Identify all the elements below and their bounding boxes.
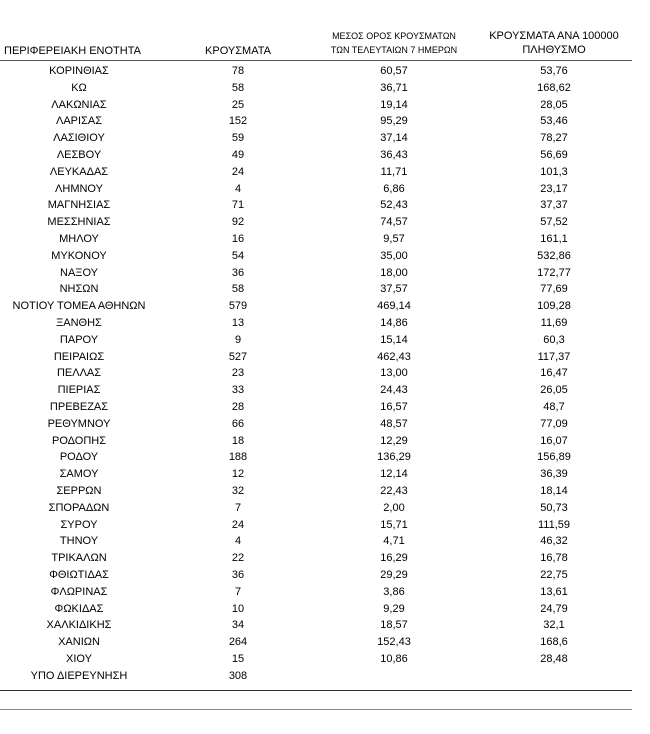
cell-cases: 49	[231, 148, 245, 161]
table-row	[0, 63, 650, 80]
cell-cases: 33	[231, 384, 245, 397]
cell-avg-7-days: 13,00	[380, 367, 408, 380]
table-row	[0, 181, 650, 198]
cell-cases: 32	[231, 484, 245, 497]
cell-cases: 23	[231, 367, 245, 380]
header-cases: ΚΡΟΥΣΜΑΤΑ	[205, 45, 271, 57]
cell-per-100000: 46,32	[540, 535, 568, 548]
cell-per-100000: 172,77	[537, 266, 571, 279]
cell-per-100000: 168,62	[537, 81, 571, 94]
cell-cases: 54	[231, 249, 245, 262]
cell-region: ΝΟΤΙΟΥ ΤΟΜΕΑ ΑΘΗΝΩΝ	[12, 300, 146, 313]
cell-cases: 92	[231, 216, 245, 229]
cell-region: ΜΥΚΟΝΟΥ	[51, 249, 107, 262]
cell-per-100000: 77,09	[540, 417, 568, 430]
cell-per-100000: 117,37	[537, 350, 571, 363]
header-avg-line2: ΤΩΝ ΤΕΛΕΥΤΑΙΩΝ 7 ΗΜΕΡΩΝ	[330, 45, 458, 55]
cell-avg-7-days: 15,14	[380, 333, 408, 346]
cell-cases: 7	[234, 501, 242, 514]
cell-cases: 13	[231, 316, 245, 329]
cell-avg-7-days: 14,86	[380, 316, 408, 329]
cell-region: ΠΕΛΛΑΣ	[56, 367, 102, 380]
cell-per-100000: 18,14	[540, 484, 568, 497]
cell-cases: 527	[228, 350, 248, 363]
cell-cases: 16	[231, 232, 245, 245]
cell-avg-7-days: 22,43	[380, 484, 408, 497]
header-divider	[0, 60, 632, 61]
cell-cases: 34	[231, 619, 245, 632]
table-row	[0, 298, 650, 315]
cell-cases: 18	[231, 434, 245, 447]
cell-avg-7-days: 19,14	[380, 98, 408, 111]
header-per-line1: ΚΡΟΥΣΜΑΤΑ ΑΝΑ 100000	[489, 30, 619, 42]
table-row	[0, 265, 650, 282]
page-bottom-divider	[0, 709, 632, 710]
cell-region: ΛΑΡΙΣΑΣ	[55, 115, 102, 128]
cell-cases: 12	[231, 468, 245, 481]
cell-cases: 308	[228, 669, 248, 682]
cell-cases: 7	[234, 585, 242, 598]
cell-region: ΚΩ	[71, 81, 87, 94]
table-row	[0, 214, 650, 231]
cell-region: ΚΟΡΙΝΘΙΑΣ	[49, 65, 109, 77]
cell-cases: 36	[231, 568, 245, 581]
table-row	[0, 567, 650, 584]
cell-avg-7-days: 36,43	[380, 148, 408, 161]
cell-cases: 264	[228, 636, 248, 649]
cell-per-100000: 36,39	[540, 468, 568, 481]
table-row	[0, 433, 650, 450]
cell-cases: 78	[231, 65, 245, 77]
cell-region: ΝΑΞΟΥ	[60, 266, 98, 279]
cell-avg-7-days: 152,43	[377, 636, 411, 649]
cell-per-100000: 16,78	[540, 552, 568, 565]
cell-cases: 579	[228, 300, 248, 313]
cell-avg-7-days: 18,57	[380, 619, 408, 632]
table-row	[0, 550, 650, 567]
table-row	[0, 416, 650, 433]
cell-avg-7-days: 11,71	[380, 165, 408, 178]
table-row	[0, 315, 650, 332]
cell-avg-7-days: 6,86	[383, 182, 405, 195]
cell-avg-7-days: 35,00	[380, 249, 408, 262]
cell-cases: 71	[231, 199, 245, 212]
cell-per-100000: 161,1	[540, 232, 568, 245]
cell-avg-7-days: 29,29	[380, 568, 408, 581]
cell-avg-7-days: 12,29	[380, 434, 408, 447]
cell-per-100000: 60,3	[543, 333, 565, 346]
table-row	[0, 382, 650, 399]
header-per-line2: ΠΛΗΘΥΣΜΟ	[522, 44, 586, 56]
table-row	[0, 248, 650, 265]
table-row	[0, 533, 650, 550]
table-row	[0, 449, 650, 466]
cell-cases: 188	[228, 451, 248, 464]
cell-region: ΠΑΡΟΥ	[59, 333, 99, 346]
cell-cases: 28	[231, 400, 245, 413]
cell-cases: 10	[231, 602, 245, 615]
cell-cases: 24	[231, 518, 245, 531]
cell-region: ΛΕΣΒΟΥ	[56, 148, 102, 161]
table-row	[0, 281, 650, 298]
cell-per-100000: 50,73	[540, 501, 568, 514]
cell-region: ΧΑΛΚΙΔΙΚΗΣ	[46, 619, 112, 632]
cell-avg-7-days: 16,29	[380, 552, 408, 565]
cell-per-100000: 37,37	[540, 199, 568, 212]
table-row	[0, 483, 650, 500]
cell-avg-7-days: 136,29	[377, 451, 411, 464]
cell-region: ΧΙΟΥ	[66, 652, 92, 665]
cell-avg-7-days: 37,57	[380, 283, 408, 296]
table-row	[0, 164, 650, 181]
cell-avg-7-days: 24,43	[380, 384, 408, 397]
cell-region: ΡΟΔΟΥ	[59, 451, 99, 464]
cell-cases: 4	[234, 535, 242, 548]
cell-per-100000: 101,3	[540, 165, 568, 178]
table-header	[0, 28, 650, 62]
cell-avg-7-days: 48,57	[380, 417, 408, 430]
cell-region: ΣΠΟΡΑΔΩΝ	[48, 501, 110, 514]
cell-avg-7-days: 74,57	[380, 216, 408, 229]
cell-cases: 4	[234, 182, 242, 195]
cell-region: ΡΕΘΥΜΝΟΥ	[47, 417, 111, 430]
cell-per-100000: 532,86	[537, 249, 571, 262]
cell-region: ΠΡΕΒΕΖΑΣ	[49, 400, 109, 413]
cell-avg-7-days: 15,71	[380, 518, 408, 531]
cell-cases: 66	[231, 417, 245, 430]
cell-region: ΜΗΛΟΥ	[59, 232, 99, 245]
table-row	[0, 399, 650, 416]
cell-avg-7-days: 9,29	[383, 602, 405, 615]
cell-avg-7-days: 4,71	[383, 535, 405, 548]
table-body	[0, 63, 650, 684]
table-row	[0, 332, 650, 349]
cell-per-100000: 13,61	[540, 585, 568, 598]
cell-region: ΛΕΥΚΑΔΑΣ	[49, 165, 109, 178]
cell-avg-7-days: 12,14	[380, 468, 408, 481]
table-row	[0, 80, 650, 97]
cell-cases: 24	[231, 165, 245, 178]
cell-per-100000: 48,7	[543, 400, 565, 413]
cell-region: ΧΑΝΙΩΝ	[58, 636, 100, 649]
cell-per-100000: 109,28	[537, 300, 571, 313]
cell-avg-7-days: 37,14	[380, 132, 408, 145]
cell-cases: 15	[231, 652, 245, 665]
cell-cases: 25	[231, 98, 245, 111]
cell-per-100000: 78,27	[540, 132, 568, 145]
cell-region: ΡΟΔΟΠΗΣ	[51, 434, 107, 447]
cell-region: ΦΘΙΩΤΙΔΑΣ	[49, 568, 109, 581]
header-region: ΠΕΡΙΦΕΡΕΙΑΚΗ ΕΝΟΤΗΤΑ	[4, 45, 141, 57]
cell-region: ΣΑΜΟΥ	[59, 468, 99, 481]
cell-cases: 9	[234, 333, 242, 346]
cell-per-100000: 28,05	[540, 98, 568, 111]
table-row	[0, 147, 650, 164]
cell-per-100000: 53,46	[540, 115, 568, 128]
cell-region: ΛΑΣΙΘΙΟΥ	[53, 132, 105, 145]
table-row	[0, 349, 650, 366]
table-row	[0, 668, 650, 685]
cell-per-100000: 32,1	[543, 619, 565, 632]
cell-per-100000: 168,6	[540, 636, 568, 649]
table-row	[0, 617, 650, 634]
cell-avg-7-days: 469,14	[377, 300, 411, 313]
cell-avg-7-days: 462,43	[377, 350, 411, 363]
cell-region: ΣΕΡΡΩΝ	[56, 484, 102, 497]
cell-region: ΤΡΙΚΑΛΩΝ	[51, 552, 107, 565]
cell-region: ΜΕΣΣΗΝΙΑΣ	[47, 216, 111, 229]
cell-avg-7-days: 2,00	[383, 501, 405, 514]
cell-region: ΠΙΕΡΙΑΣ	[57, 384, 101, 397]
table-row	[0, 365, 650, 382]
table-row	[0, 651, 650, 668]
cell-per-100000: 77,69	[540, 283, 568, 296]
cell-per-100000: 111,59	[537, 518, 570, 531]
cell-per-100000: 56,69	[540, 148, 568, 161]
cell-region: ΥΠΟ ΔΙΕΡΕΥΝΗΣΗ	[30, 669, 128, 682]
cell-avg-7-days: 95,29	[380, 115, 408, 128]
cell-avg-7-days: 36,71	[380, 81, 408, 94]
table-bottom-divider	[0, 690, 632, 691]
cell-per-100000: 53,76	[540, 65, 568, 77]
cell-region: ΠΕΙΡΑΙΩΣ	[53, 350, 105, 363]
cell-cases: 58	[231, 81, 245, 94]
cell-per-100000: 22,75	[540, 568, 568, 581]
cell-region: ΛΗΜΝΟΥ	[55, 182, 103, 195]
cell-cases: 22	[231, 552, 245, 565]
cell-region: ΤΗΝΟΥ	[59, 535, 99, 548]
cell-avg-7-days: 9,57	[383, 232, 405, 245]
cell-region: ΦΩΚΙΔΑΣ	[54, 602, 104, 615]
table-row	[0, 601, 650, 618]
cell-avg-7-days: 60,57	[380, 65, 408, 77]
table-row	[0, 97, 650, 114]
cell-cases: 152	[228, 115, 248, 128]
cell-region: ΣΥΡΟΥ	[60, 518, 98, 531]
cell-per-100000: 28,48	[540, 652, 568, 665]
cell-cases: 36	[231, 266, 245, 279]
header-avg-line1: ΜΕΣΟΣ ΟΡΟΣ ΚΡΟΥΣΜΑΤΩΝ	[332, 31, 456, 41]
table-row	[0, 517, 650, 534]
cell-region: ΦΛΩΡΙΝΑΣ	[50, 585, 108, 598]
table-row	[0, 197, 650, 214]
cell-avg-7-days: 16,57	[380, 400, 408, 413]
cell-region: ΞΑΝΘΗΣ	[56, 316, 102, 329]
table-row	[0, 500, 650, 517]
cell-avg-7-days: 3,86	[383, 585, 405, 598]
cell-region: ΜΑΓΝΗΣΙΑΣ	[47, 199, 111, 212]
cell-cases: 59	[231, 132, 245, 145]
cell-per-100000: 16,47	[540, 367, 568, 380]
cell-per-100000: 24,79	[540, 602, 568, 615]
cell-avg-7-days: 52,43	[380, 199, 408, 212]
cell-per-100000: 23,17	[540, 182, 568, 195]
cell-cases: 58	[231, 283, 245, 296]
table-row	[0, 113, 650, 130]
cell-per-100000: 11,69	[540, 316, 568, 329]
cell-per-100000: 156,89	[537, 451, 571, 464]
cell-region: ΛΑΚΩΝΙΑΣ	[51, 98, 107, 111]
cell-per-100000: 16,07	[540, 434, 568, 447]
table-row	[0, 634, 650, 651]
table-row	[0, 584, 650, 601]
cell-avg-7-days: 18,00	[380, 266, 408, 279]
table-row	[0, 231, 650, 248]
cell-region: ΝΗΣΩΝ	[59, 283, 99, 296]
table-row	[0, 466, 650, 483]
cell-per-100000: 57,52	[540, 216, 568, 229]
cell-per-100000: 26,05	[540, 384, 568, 397]
cell-avg-7-days: 10,86	[380, 652, 408, 665]
table-row	[0, 130, 650, 147]
